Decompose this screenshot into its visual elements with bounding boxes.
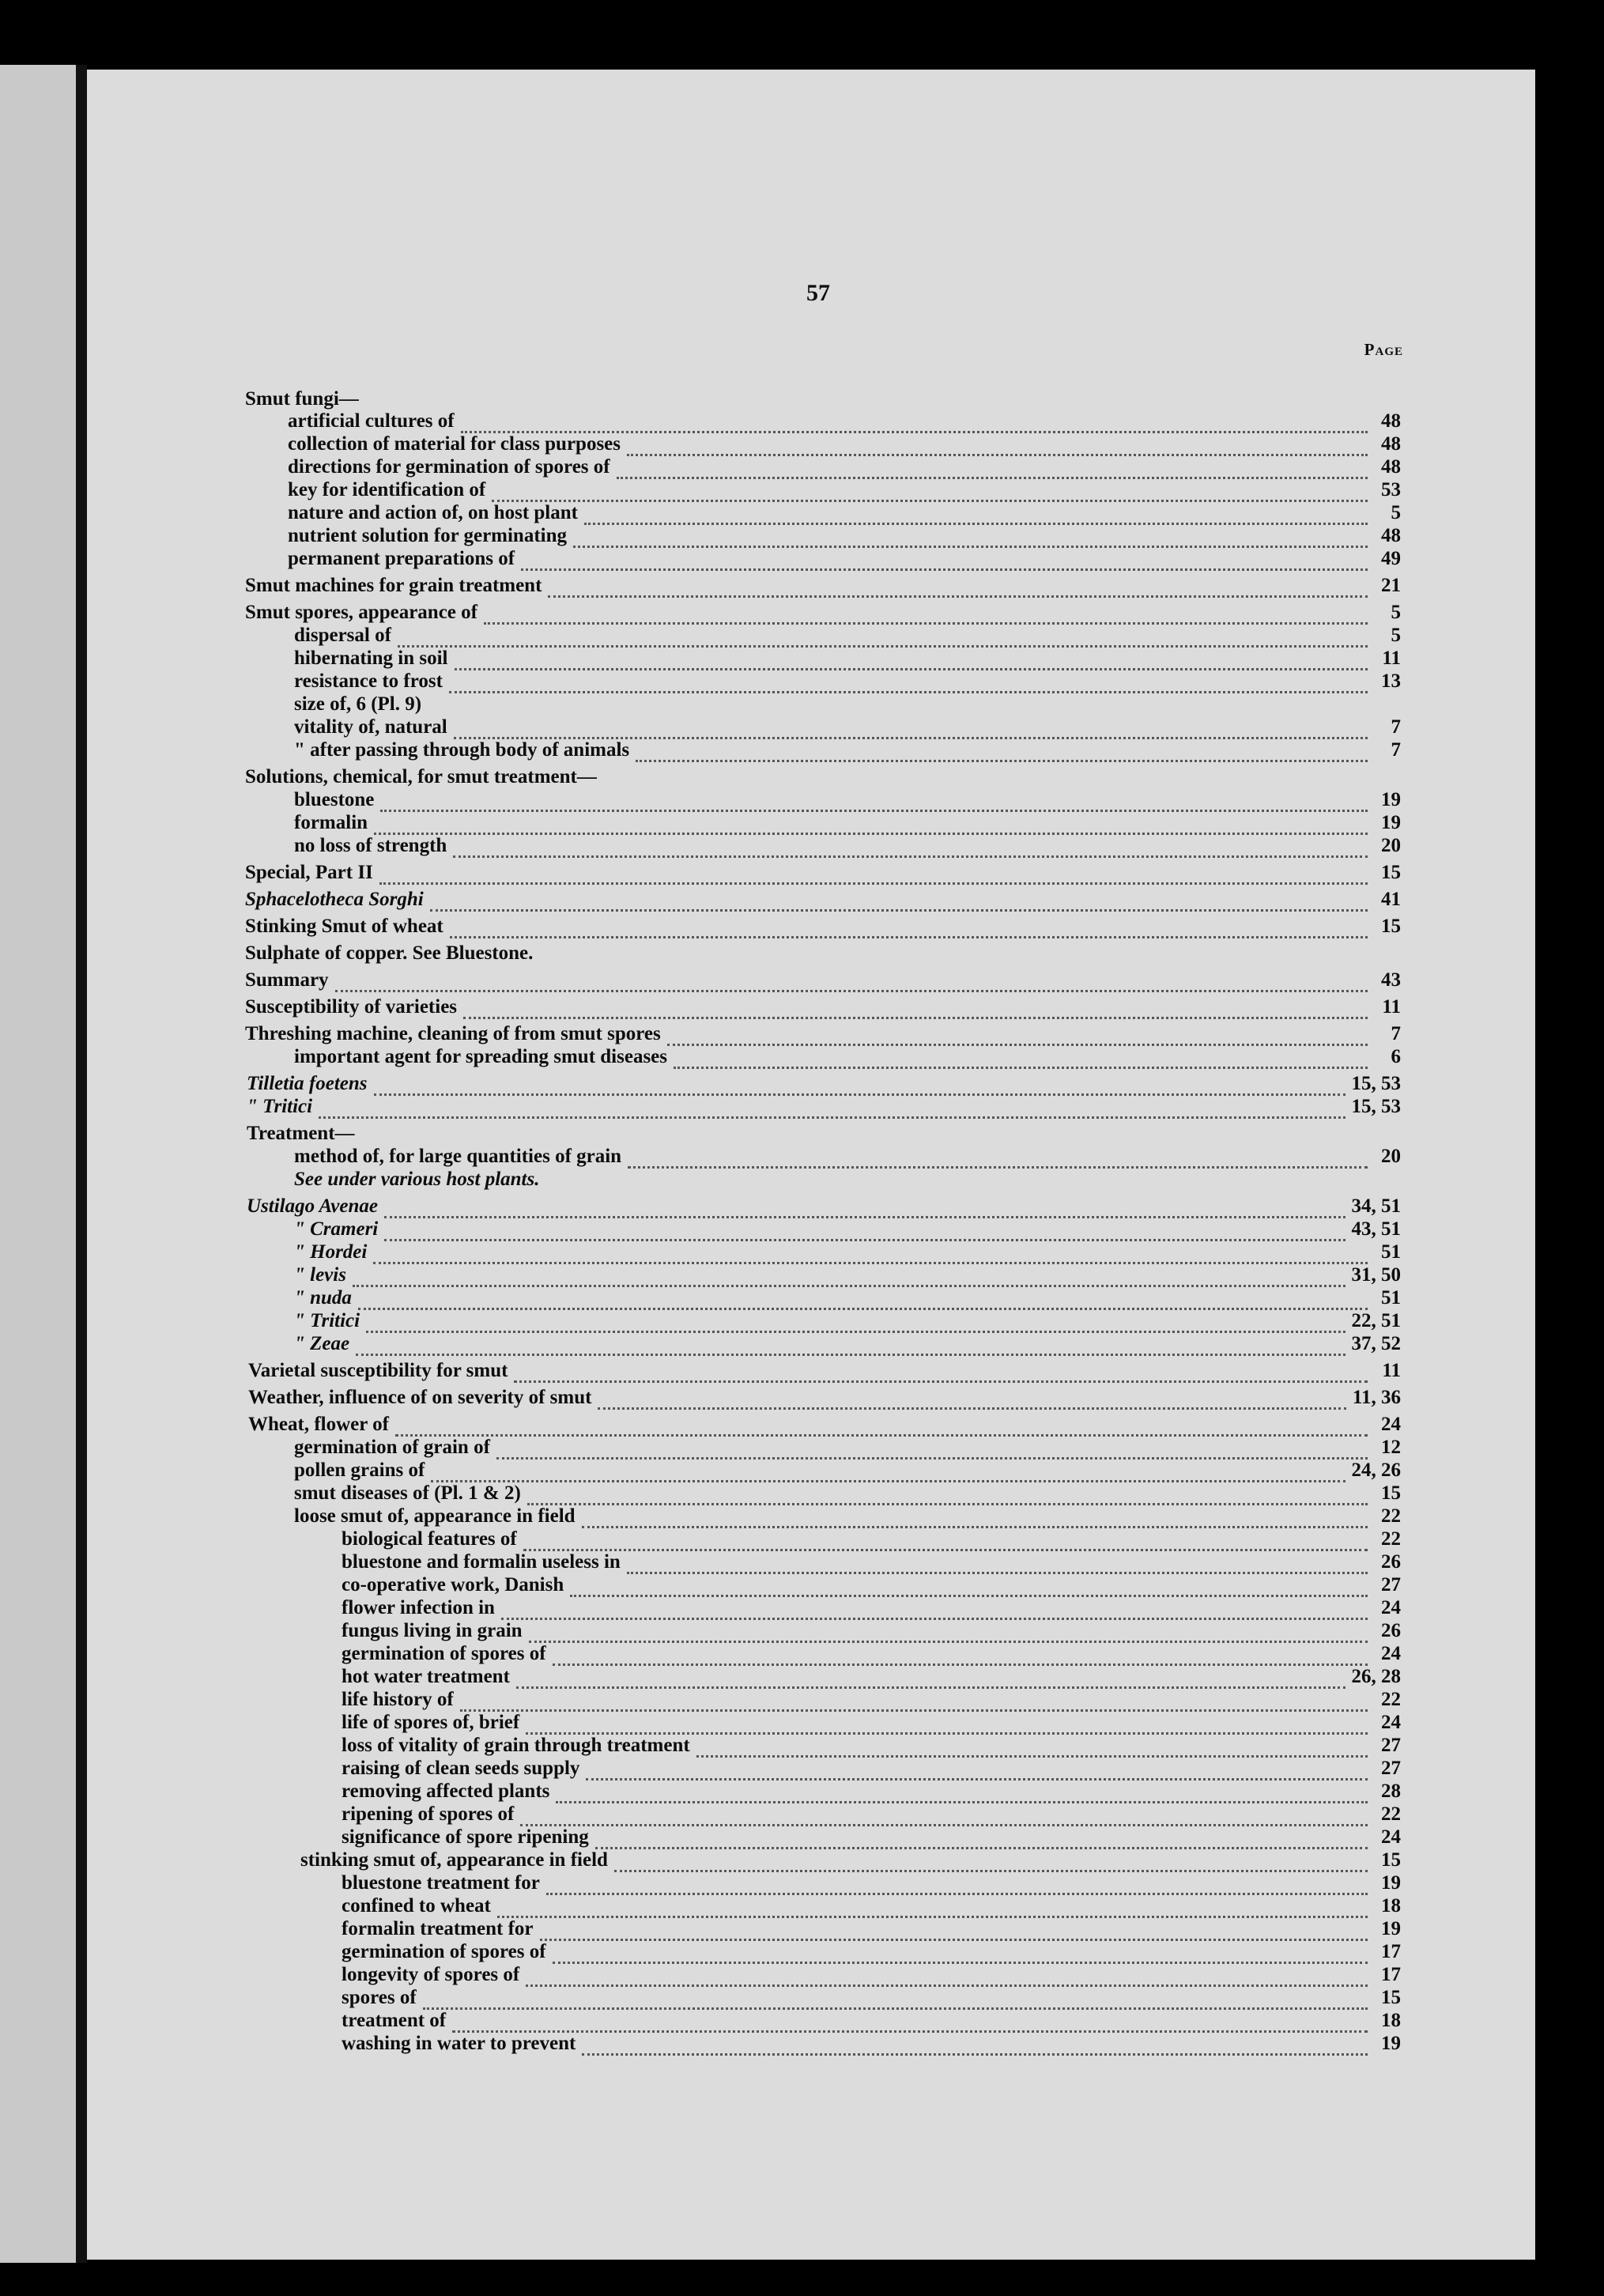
- dot-leader: [628, 1149, 1368, 1169]
- index-entry-page: 27: [1381, 1574, 1401, 1595]
- dot-leader: [353, 1267, 1345, 1287]
- index-entry-text: raising of clean seeds supply: [342, 1758, 580, 1779]
- index-entry: [294, 1505, 1401, 1528]
- index-entry: [288, 432, 1401, 456]
- index-entry-text: " after passing through body of animals: [294, 739, 630, 761]
- index-entry: [294, 1218, 1401, 1241]
- index-entry: [294, 1241, 1401, 1264]
- book-gutter: [76, 65, 87, 2263]
- index-entry-page: 51: [1381, 1287, 1401, 1308]
- dot-leader: [335, 972, 1368, 992]
- index-entry: [342, 1596, 1401, 1620]
- index-entry-page: 24: [1381, 1712, 1401, 1733]
- index-entry-text: removing affected plants: [342, 1781, 550, 1802]
- index-entry-text: " Hordei: [294, 1241, 368, 1263]
- index-entry: [245, 387, 1401, 411]
- dot-leader: [556, 1784, 1368, 1803]
- index-entry-text: germination of spores of: [342, 1941, 546, 1962]
- index-entry-page: 43: [1381, 969, 1401, 991]
- dot-leader: [586, 1761, 1368, 1781]
- index-entry: [294, 1263, 1401, 1287]
- index-entry-page: 26: [1381, 1620, 1401, 1641]
- index-entry: [288, 478, 1401, 502]
- index-entry: [245, 765, 1401, 789]
- dot-leader: [365, 394, 1368, 411]
- index-entry-text: Smut spores, appearance of: [245, 602, 477, 623]
- index-entry-page: 5: [1391, 625, 1401, 646]
- index-entry-text: Ustilago Avenae: [247, 1195, 378, 1217]
- dot-leader: [379, 865, 1368, 885]
- index-entry-page: 11, 36: [1352, 1387, 1401, 1408]
- index-entry: [294, 716, 1401, 739]
- index-entry-text: directions for germination of spores of: [288, 456, 610, 478]
- index-entry-text: Stinking Smut of wheat: [245, 916, 443, 937]
- index-entry: [245, 969, 1401, 992]
- index-entry-text: no loss of strength: [294, 835, 447, 856]
- index-entry: [245, 1022, 1401, 1046]
- index-entry-text: ripening of spores of: [342, 1803, 515, 1825]
- index-entry-text: Summary: [245, 969, 329, 991]
- dot-leader: [384, 1222, 1345, 1241]
- index-entry-page: 24: [1381, 1826, 1401, 1848]
- index-entry: [288, 501, 1401, 525]
- index-entry-text: germination of grain of: [294, 1437, 490, 1458]
- index-entry: [342, 1940, 1401, 1964]
- index-entry: [342, 1619, 1401, 1643]
- index-entry-page: 15: [1381, 1482, 1401, 1504]
- index-entry-page: 17: [1381, 1964, 1401, 1985]
- dot-leader: [696, 1738, 1368, 1758]
- dot-leader: [452, 2013, 1368, 2033]
- dot-leader: [539, 948, 1368, 965]
- index-entry-page: 15: [1381, 862, 1401, 883]
- index-entry: [342, 1757, 1401, 1781]
- index-entry-page: 22: [1381, 1803, 1401, 1825]
- dot-leader: [497, 1898, 1368, 1918]
- index-entry-text: " Tritici: [294, 1310, 360, 1331]
- index-entry-page: 28: [1381, 1781, 1401, 1802]
- dot-leader: [395, 1417, 1368, 1437]
- dot-leader: [627, 1554, 1368, 1574]
- index-entry-page: 48: [1381, 410, 1401, 432]
- index-entry-page: 19: [1381, 812, 1401, 833]
- index-entry-page: 51: [1381, 1241, 1401, 1263]
- index-entry-text: Smut fungi—: [245, 388, 359, 410]
- index-entry-page: 18: [1381, 1895, 1401, 1916]
- dot-leader: [603, 772, 1368, 789]
- index-entry-text: spores of: [342, 1987, 417, 2008]
- index-entry: [294, 693, 1401, 716]
- dot-leader: [501, 1600, 1368, 1620]
- index-entry-page: 43, 51: [1351, 1218, 1401, 1240]
- index-entry-page: 15: [1381, 1849, 1401, 1871]
- dot-leader: [430, 892, 1368, 912]
- index-entry-page: 5: [1391, 602, 1401, 623]
- index-entry-text: nature and action of, on host plant: [288, 502, 578, 523]
- index-entry-text: smut diseases of (Pl. 1 & 2): [294, 1482, 521, 1504]
- index-entry-text: artificial cultures of: [288, 410, 455, 432]
- index-entry-text: Threshing machine, cleaning of from smut spores: [245, 1023, 661, 1044]
- index-entry-text: bluestone: [294, 789, 375, 810]
- index-entry-page: 24, 26: [1351, 1460, 1401, 1481]
- index-entry: [294, 1459, 1401, 1482]
- index-entry-page: 7: [1391, 1023, 1401, 1044]
- index-entry: [342, 1780, 1401, 1803]
- index-entry-text: life of spores of, brief: [342, 1712, 520, 1733]
- index-entry-text: co-operative work, Danish: [342, 1574, 564, 1595]
- index-entry-page: 22: [1381, 1505, 1401, 1527]
- index-entry: [247, 1122, 1401, 1146]
- index-entry-text: " nuda: [294, 1287, 352, 1308]
- index-entry: [294, 670, 1401, 693]
- dot-leader: [582, 2036, 1368, 2056]
- index-entry: [342, 1711, 1401, 1735]
- dot-leader: [356, 1336, 1345, 1356]
- index-entry-page: 17: [1381, 1941, 1401, 1962]
- index-entry-text: formalin: [294, 812, 368, 833]
- dot-leader: [384, 1199, 1345, 1218]
- index-entry-page: 53: [1381, 479, 1401, 500]
- dot-leader: [450, 919, 1368, 938]
- index-entry-page: 11: [1382, 648, 1401, 669]
- index-entry-text: Treatment—: [247, 1123, 355, 1144]
- dot-leader: [516, 1669, 1345, 1689]
- index-list: [87, 70, 1535, 2260]
- index-entry-page: 26, 28: [1351, 1666, 1401, 1687]
- index-entry-text: confined to wheat: [342, 1895, 491, 1916]
- index-entry: [294, 1045, 1401, 1069]
- index-entry-text: treatment of: [342, 2010, 447, 2031]
- dot-leader: [526, 1715, 1368, 1735]
- dot-leader: [398, 628, 1368, 648]
- index-entry-page: 19: [1381, 789, 1401, 810]
- index-entry: [294, 1286, 1401, 1310]
- dot-leader: [667, 1026, 1368, 1046]
- index-entry: [342, 1573, 1401, 1597]
- dot-leader: [358, 1290, 1368, 1310]
- index-entry-text: See under various host plants.: [294, 1169, 540, 1190]
- index-entry-text: vitality of, natural: [294, 716, 447, 738]
- dot-leader: [366, 1313, 1345, 1333]
- dot-leader: [449, 674, 1368, 693]
- index-entry-page: 24: [1381, 1414, 1401, 1435]
- index-entry: [294, 738, 1401, 762]
- index-entry-page: 49: [1381, 548, 1401, 569]
- page-number: 57: [806, 280, 830, 306]
- index-entry-text: nutrient solution for germinating: [288, 525, 568, 546]
- index-entry-text: " Tritici: [247, 1096, 313, 1117]
- index-entry: [294, 788, 1401, 812]
- index-entry-text: hot water treatment: [342, 1666, 510, 1687]
- index-entry-page: 12: [1381, 1437, 1401, 1458]
- index-entry-text: " Crameri: [294, 1218, 379, 1240]
- index-entry-page: 22, 51: [1351, 1310, 1401, 1331]
- dot-leader: [546, 1875, 1368, 1895]
- index-entry-page: 15, 53: [1351, 1096, 1401, 1117]
- index-entry: [294, 1332, 1401, 1356]
- index-entry-page: 27: [1381, 1735, 1401, 1756]
- index-entry: [342, 1826, 1401, 1849]
- index-entry: [342, 1528, 1401, 1551]
- index-entry-text: Sulphate of copper. See Bluestone.: [245, 942, 534, 964]
- index-entry: [245, 915, 1401, 938]
- index-entry-text: significance of spore ripening: [342, 1826, 589, 1848]
- index-entry-page: 15, 53: [1351, 1073, 1401, 1094]
- index-entry: [294, 624, 1401, 648]
- index-entry-page: 22: [1381, 1528, 1401, 1550]
- index-entry-page: 6: [1391, 1046, 1401, 1067]
- index-entry: [294, 1436, 1401, 1460]
- index-entry-text: key for identification of: [288, 479, 486, 500]
- dot-leader: [361, 1128, 1368, 1146]
- index-entry-text: Sphacelotheca Sorghi: [245, 889, 424, 910]
- index-entry: [342, 1917, 1401, 1941]
- index-entry-text: permanent preparations of: [288, 548, 515, 569]
- dot-leader: [546, 1174, 1368, 1191]
- index-entry: [342, 1963, 1401, 1987]
- index-entry-text: " levis: [294, 1264, 346, 1286]
- dot-leader: [582, 1509, 1368, 1528]
- dot-leader: [463, 999, 1368, 1019]
- index-entry: [245, 574, 1401, 598]
- dot-leader: [492, 482, 1368, 502]
- dot-leader: [460, 1692, 1368, 1712]
- dot-leader: [595, 1830, 1368, 1849]
- dot-leader: [428, 699, 1368, 716]
- index-entry-text: fungus living in grain: [342, 1620, 523, 1641]
- index-entry-text: stinking smut of, appearance in field: [300, 1849, 608, 1871]
- index-entry-page: 22: [1381, 1689, 1401, 1710]
- dot-leader: [380, 792, 1368, 812]
- index-entry-text: resistance to frost: [294, 670, 443, 692]
- index-entry-text: formalin treatment for: [342, 1918, 534, 1939]
- index-entry: [288, 410, 1401, 433]
- index-entry: [288, 455, 1401, 479]
- index-entry-text: Weather, influence of on severity of smut: [248, 1387, 592, 1408]
- index-entry-page: 5: [1391, 502, 1401, 523]
- index-entry: [342, 1665, 1401, 1689]
- dot-leader: [570, 1577, 1368, 1597]
- index-entry: [247, 1195, 1401, 1218]
- index-entry: [294, 834, 1401, 858]
- dot-leader: [529, 1623, 1368, 1643]
- index-entry-page: 31, 50: [1351, 1264, 1401, 1286]
- dot-leader: [527, 1486, 1368, 1505]
- index-entry-page: 41: [1381, 889, 1401, 910]
- dot-leader: [461, 414, 1368, 433]
- index-entry: [248, 1359, 1401, 1383]
- dot-leader: [521, 551, 1368, 571]
- index-entry-text: hibernating in soil: [294, 648, 448, 669]
- index-entry: [245, 995, 1401, 1019]
- index-entry: [342, 1688, 1401, 1712]
- dot-leader: [617, 459, 1368, 479]
- index-entry-text: pollen grains of: [294, 1460, 425, 1481]
- dot-leader: [540, 1921, 1368, 1941]
- index-entry-text: germination of spores of: [342, 1643, 546, 1664]
- index-entry-page: 19: [1381, 2033, 1401, 2054]
- index-entry: [245, 942, 1401, 965]
- index-entry-text: size of, 6 (Pl. 9): [294, 693, 422, 715]
- dot-leader: [614, 1852, 1368, 1872]
- index-entry-text: Tilletia foetens: [247, 1073, 368, 1094]
- index-entry-page: 7: [1391, 716, 1401, 738]
- index-entry: [247, 1072, 1401, 1096]
- index-page: [87, 70, 1535, 2260]
- index-entry-page: 26: [1381, 1551, 1401, 1573]
- dot-leader: [523, 1531, 1368, 1551]
- index-entry: [294, 1309, 1401, 1333]
- dot-leader: [636, 742, 1368, 762]
- index-entry: [342, 1803, 1401, 1826]
- dot-leader: [374, 815, 1368, 835]
- dot-leader: [526, 1967, 1368, 1987]
- index-entry: [245, 601, 1401, 625]
- index-entry: [342, 1642, 1401, 1666]
- dot-leader: [520, 1807, 1368, 1826]
- dot-leader: [514, 1363, 1368, 1383]
- index-entry: [294, 647, 1401, 670]
- index-entry-text: important agent for spreading smut diseases: [294, 1046, 668, 1067]
- index-entry-text: Susceptibility of varieties: [245, 996, 458, 1018]
- dot-leader: [553, 1944, 1368, 1964]
- index-entry-page: 7: [1391, 739, 1401, 761]
- index-entry-page: 11: [1382, 996, 1401, 1018]
- index-entry-page: 24: [1381, 1597, 1401, 1618]
- dot-leader: [423, 1990, 1368, 2010]
- left-page-edge: [0, 65, 76, 2263]
- index-entry-page: 34, 51: [1351, 1195, 1401, 1217]
- dot-leader: [455, 651, 1368, 670]
- dot-leader: [454, 719, 1368, 739]
- index-entry: [294, 811, 1401, 835]
- index-entry: [342, 1986, 1401, 2010]
- dot-leader: [584, 505, 1368, 525]
- index-entry-page: 27: [1381, 1758, 1401, 1779]
- index-entry-page: 21: [1381, 575, 1401, 596]
- index-entry-page: 37, 52: [1351, 1333, 1401, 1354]
- dot-leader: [553, 1646, 1368, 1666]
- page-column-heading: Page: [1364, 340, 1403, 359]
- dot-leader: [484, 605, 1368, 625]
- index-entry-text: flower infection in: [342, 1597, 495, 1618]
- index-entry-page: 18: [1381, 2010, 1401, 2031]
- index-entry: [300, 1849, 1401, 1872]
- index-entry-text: biological features of: [342, 1528, 517, 1550]
- index-entry-text: bluestone and formalin useless in: [342, 1551, 621, 1573]
- index-entry-text: collection of material for class purposes: [288, 433, 621, 455]
- index-entry-page: 48: [1381, 433, 1401, 455]
- index-entry: [245, 888, 1401, 912]
- index-entry: [288, 524, 1401, 548]
- index-entry: [342, 2009, 1401, 2033]
- index-entry-text: dispersal of: [294, 625, 391, 646]
- index-entry-text: Varietal susceptibility for smut: [248, 1360, 508, 1381]
- index-entry-text: life history of: [342, 1689, 454, 1710]
- index-entry-page: 20: [1381, 835, 1401, 856]
- index-entry-page: 13: [1381, 670, 1401, 692]
- index-entry-text: Solutions, chemical, for smut treatment—: [245, 766, 597, 787]
- index-entry-page: 19: [1381, 1918, 1401, 1939]
- index-entry: [342, 2032, 1401, 2056]
- dot-leader: [573, 528, 1368, 548]
- dot-leader: [548, 578, 1368, 598]
- dot-leader: [598, 1390, 1345, 1410]
- index-entry: [248, 1386, 1401, 1410]
- index-entry-text: longevity of spores of: [342, 1964, 520, 1985]
- index-entry-text: Smut machines for grain treatment: [245, 575, 542, 596]
- index-entry: [342, 1550, 1401, 1574]
- index-entry-page: 48: [1381, 525, 1401, 546]
- index-entry: [288, 547, 1401, 571]
- dot-leader: [374, 1076, 1345, 1096]
- index-entry-text: bluestone treatment for: [342, 1872, 540, 1894]
- index-entry-text: washing in water to prevent: [342, 2033, 576, 2054]
- dot-leader: [373, 1244, 1368, 1264]
- index-entry-page: 11: [1382, 1360, 1401, 1381]
- index-entry: [342, 1734, 1401, 1758]
- index-entry: [245, 861, 1401, 885]
- index-entry: [294, 1482, 1401, 1505]
- index-entry-page: 20: [1381, 1146, 1401, 1167]
- index-entry-page: 19: [1381, 1872, 1401, 1894]
- dot-leader: [319, 1099, 1345, 1119]
- index-entry-page: 15: [1381, 916, 1401, 937]
- index-entry: [342, 1871, 1401, 1895]
- index-entry-text: " Zeae: [294, 1333, 350, 1354]
- index-entry-page: 48: [1381, 456, 1401, 478]
- dot-leader: [627, 436, 1368, 456]
- dot-leader: [496, 1440, 1368, 1460]
- index-entry: [247, 1095, 1401, 1119]
- index-entry-text: loose smut of, appearance in field: [294, 1505, 576, 1527]
- index-entry-text: loss of vitality of grain through treatment: [342, 1735, 690, 1756]
- dot-leader: [453, 838, 1368, 858]
- index-entry: [294, 1145, 1401, 1169]
- index-entry-page: 15: [1381, 1987, 1401, 2008]
- dot-leader: [431, 1463, 1345, 1482]
- index-entry-text: Special, Part II: [245, 862, 373, 883]
- index-entry-page: 24: [1381, 1643, 1401, 1664]
- index-entry: [248, 1413, 1401, 1437]
- index-entry: [342, 1894, 1401, 1918]
- index-entry-text: Wheat, flower of: [248, 1414, 389, 1435]
- index-entry: [294, 1168, 1401, 1191]
- dot-leader: [674, 1049, 1368, 1069]
- index-entry-text: method of, for large quantities of grain: [294, 1146, 622, 1167]
